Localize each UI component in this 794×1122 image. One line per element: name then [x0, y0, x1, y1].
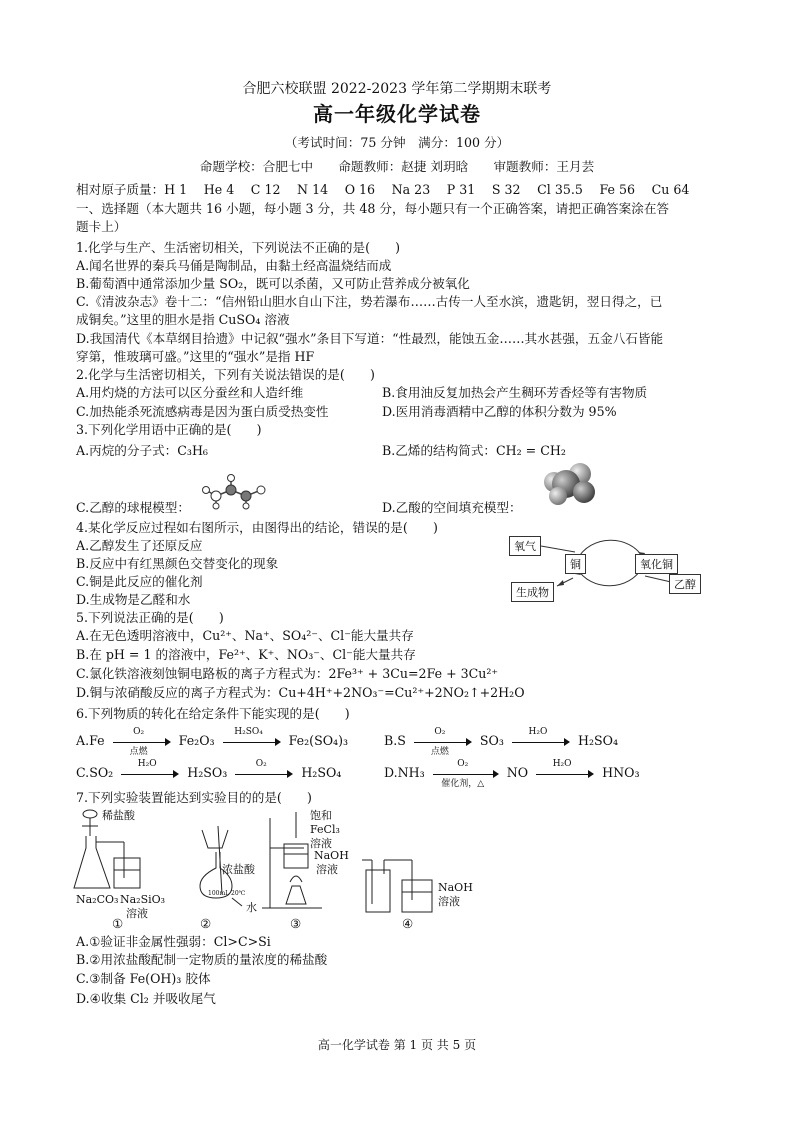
q6-d-arrow2: H₂O [536, 767, 594, 781]
label-solution-3: 溶液 [316, 863, 338, 876]
exam-title-line1: 合肥六校联盟 2022-2023 学年第二学期期末联考 [242, 81, 552, 97]
q6-d-mid: NO [506, 765, 529, 780]
ethanol-ball-stick-model [198, 470, 274, 510]
q6-a-arrow2: H₂SO₄ [223, 735, 281, 749]
q1-option-d: D.我国清代《本草纲目拾遗》中记叙“强水”条目下写道：“性最烈，能蚀五金……其水甚强，五金八石皆能 [76, 331, 664, 346]
q7-option-b: B.②用浓盐酸配制一定物质的量浓度的稀盐酸 [76, 952, 328, 967]
q6-stem: 6.下列物质的转化在给定条件下能实现的是( ) [76, 706, 350, 721]
q3-option-a: A.丙烷的分子式：C₃H₆ [76, 443, 208, 458]
q6-c-arrow2: O₂ [235, 767, 293, 781]
q5-option-d: D.铜与浓硝酸反应的离子方程式为：Cu+4H⁺+2NO₃⁻=Cu²⁺+2NO₂↑+2H₂O [76, 685, 525, 700]
q7-option-a: A.①验证非金属性强弱：Cl>C>Si [76, 934, 271, 949]
diagram-copper-oxide-box: 氧化铜 [635, 554, 678, 574]
apparatus-number-2: ② [200, 916, 212, 931]
q1-option-c: C.《清波杂志》卷十二：“信州铅山胆水自山下注，势若瀑布……古传一人至水滨，遗匙钥，翌日得之，已 [76, 294, 663, 309]
label-solution-2: 溶液 [310, 837, 332, 850]
q6-option-d [384, 758, 640, 789]
label-solution-1: 溶液 [126, 907, 148, 920]
label-solution-4: 溶液 [438, 895, 460, 908]
q4-option-c: C.铜是此反应的催化剂 [76, 574, 203, 589]
q3-option-b: B.乙烯的结构简式：CH₂ = CH₂ [382, 443, 566, 458]
diagram-ethanol-box: 乙醇 [669, 574, 701, 594]
q6-a-mid: Fe₂O₃ [178, 733, 215, 748]
q6-a-arrow1: O₂ 点燃 [113, 735, 171, 749]
q7-stem: 7.下列实验装置能达到实验目的的是( ) [76, 790, 312, 805]
q5-option-a: A.在无色透明溶液中，Cu²⁺、Na⁺、SO₄²⁻、Cl⁻能大量共存 [76, 628, 414, 643]
q4-stem: 4.某化学反应过程如右图所示，由图得出的结论，错误的是( ) [76, 520, 438, 535]
acetic-acid-space-filling-model [536, 460, 602, 508]
q1-option-d-cont: 穿第，惟玻璃可盛。”这里的“强水”是指 HF [76, 349, 315, 364]
q2-option-c: C.加热能杀死流感病毒是因为蛋白质受热变性 [76, 404, 329, 419]
q2-option-b: B.食用油反复加热会产生稠环芳香烃等有害物质 [382, 385, 648, 400]
q4-option-b: B.反应中有红黑颜色交替变化的现象 [76, 556, 279, 571]
q6-c-arrow1: H₂O [121, 767, 179, 781]
q6-c-end: H₂SO₄ [301, 765, 342, 780]
q5-option-b: B.在 pH = 1 的溶液中，Fe²⁺、K⁺、NO₃⁻、Cl⁻能大量共存 [76, 647, 416, 662]
label-fecl3: FeCl₃ [310, 823, 340, 836]
atomic-masses: 相对原子质量：H 1 He 4 C 12 N 14 O 16 Na 23 P 31 S 32 Cl 35.5 Fe 56 Cu 64 [76, 182, 690, 197]
q6-d-end: HNO₃ [602, 765, 640, 780]
q6-b-mid: SO₃ [479, 733, 504, 748]
q7-apparatus-figure [72, 808, 512, 932]
label-naoh-1: NaOH [314, 849, 349, 862]
label-flask-volume: 100mL 20℃ [208, 890, 246, 897]
q5-option-c: C.氯化铁溶液刻蚀铜电路板的离子方程式为：2Fe³⁺ + 3Cu=2Fe + 3Cu²⁺ [76, 666, 499, 681]
diagram-copper-box: 铜 [565, 554, 586, 574]
label-saturated: 饱和 [310, 809, 332, 822]
label-conc-hcl: 浓盐酸 [222, 863, 255, 876]
page-footer: 高一化学试卷 第 1 页 共 5 页 [317, 1038, 477, 1052]
exam-title-main: 高一年级化学试卷 [313, 102, 481, 126]
section-instruction: 一、选择题（本大题共 16 小题，每小题 3 分，共 48 分，每小题只有一个正确答案，请把正确答案涂在答 [76, 201, 670, 216]
q3-option-d: D.乙酸的空间填充模型： [382, 500, 522, 515]
q6-d-arrow1: O₂ 催化剂，△ [433, 767, 499, 781]
label-na2co3: Na₂CO₃ [76, 893, 119, 906]
q2-stem: 2.化学与生活密切相关，下列有关说法错误的是( ) [76, 367, 375, 382]
q1-option-b: B.葡萄酒中通常添加少量 SO₂，既可以杀菌，又可防止营养成分被氧化 [76, 276, 470, 291]
q6-c-mid: H₂SO₃ [187, 765, 228, 780]
label-water: 水 [246, 901, 257, 914]
q3-option-c: C.乙醇的球棍模型： [76, 500, 190, 515]
q6-b-arrow2: H₂O [512, 735, 570, 749]
label-naoh-2: NaOH [438, 881, 473, 894]
q6-b-end: H₂SO₄ [577, 733, 619, 748]
q6-c-start: C.SO₂ [76, 765, 114, 780]
label-na2sio3: Na₂SiO₃ [120, 893, 166, 906]
q6-b-arrow1: O₂ 点燃 [414, 735, 472, 749]
apparatus-number-3: ③ [290, 916, 302, 931]
q4-option-a: A.乙醇发生了还原反应 [76, 538, 203, 553]
q1-stem: 1.化学与生产、生活密切相关，下列说法不正确的是( ) [76, 240, 401, 255]
q1-option-a: A.闻名世界的秦兵马俑是陶制品，由黏土经高温烧结而成 [76, 258, 392, 273]
q7-option-d: D.④收集 Cl₂ 并吸收尾气 [76, 991, 216, 1006]
q2-option-d: D.医用消毒酒精中乙醇的体积分数为 95% [382, 404, 617, 419]
section-instruction-cont: 题卡上） [76, 219, 127, 234]
q4-option-d: D.生成物是乙醛和水 [76, 592, 191, 607]
exam-info: （考试时间：75 分钟 满分：100 分） [284, 135, 510, 150]
q7-option-c: C.③制备 Fe(OH)₃ 胶体 [76, 971, 211, 986]
q6-option-c [76, 758, 342, 781]
q6-a-start: A.Fe [76, 733, 105, 748]
apparatus-number-4: ④ [402, 916, 414, 931]
label-dilute-hcl: 稀盐酸 [102, 809, 135, 822]
q3-stem: 3.下列化学用语中正确的是( ) [76, 422, 262, 437]
q6-a-end: Fe₂(SO₄)₃ [288, 733, 349, 748]
exam-authors: 命题学校：合肥七中 命题教师：赵捷 刘玥晗 审题教师：王月芸 [199, 159, 595, 174]
q6-option-a [76, 726, 349, 757]
q6-d-start: D.NH₃ [384, 765, 425, 780]
q1-option-c-cont: 成铜矣。”这里的胆水是指 CuSO₄ 溶液 [76, 312, 290, 327]
diagram-products-box: 生成物 [511, 582, 554, 602]
q5-stem: 5.下列说法正确的是( ) [76, 610, 224, 625]
reaction-cycle-diagram [505, 530, 705, 606]
q6-option-b [384, 726, 619, 757]
diagram-oxygen-box: 氧气 [509, 536, 541, 556]
q2-option-a: A.用灼烧的方法可以区分蚕丝和人造纤维 [76, 385, 304, 400]
q6-b-start: B.S [384, 733, 406, 748]
apparatus-number-1: ① [112, 916, 124, 931]
